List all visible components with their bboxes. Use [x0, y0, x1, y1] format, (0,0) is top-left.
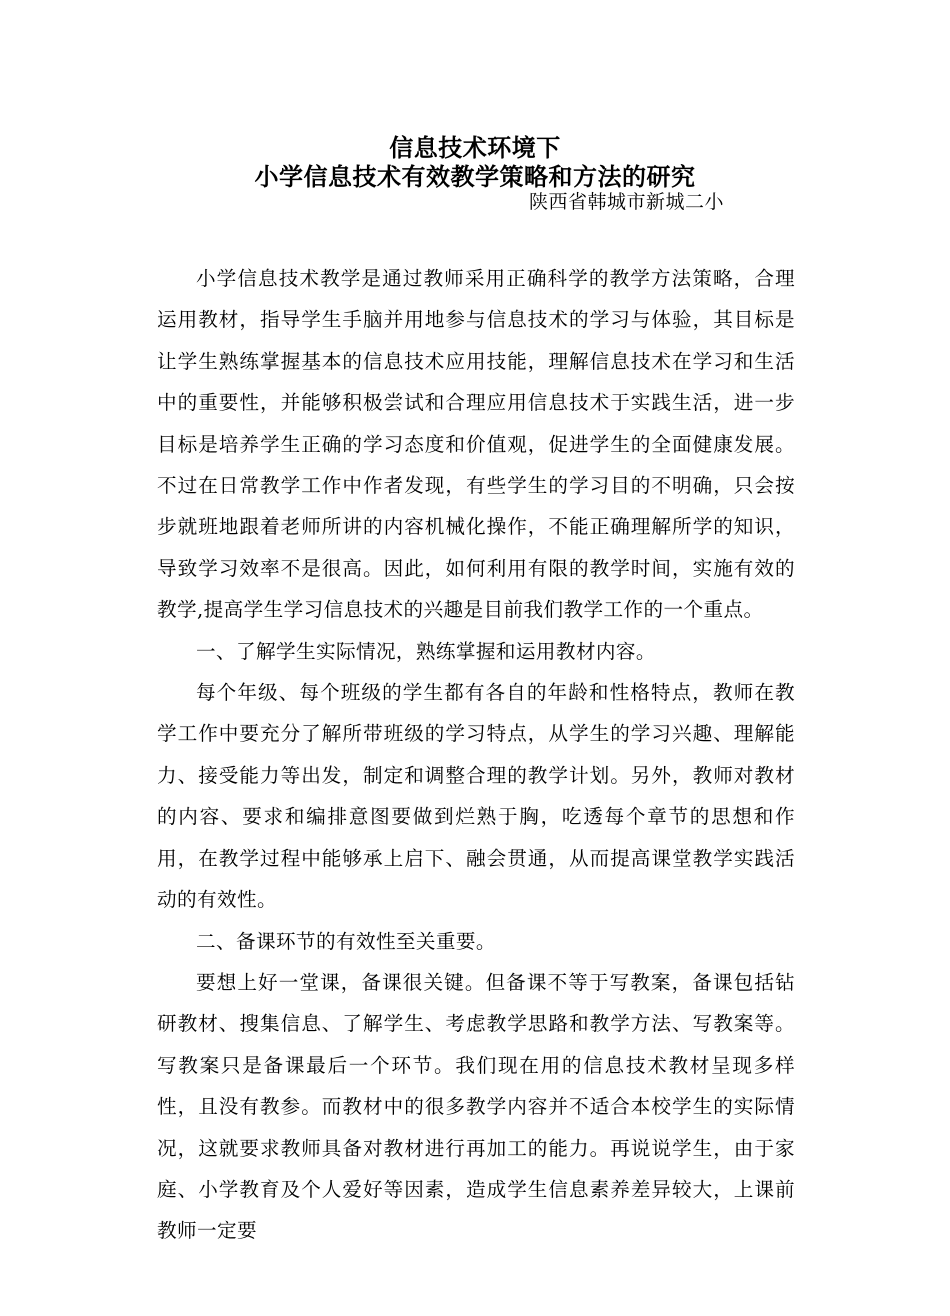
document-title-line-1: 信息技术环境下: [389, 134, 561, 162]
paragraph-intro: 小学信息技术教学是通过教师采用正确科学的教学方法策略，合理运用教材，指导学生手脑并用地参与信息技术的学习与体验，其目标是让学生熟练掌握基本的信息技术应用技能，理解信息技术在学习和生活中的重要性，并能够积极尝试和合理应用信息技术于实践生活，进一步目标是培养学生正确的学习态度和价值观，促进学生的全面健康发展。不过在日常教学工作中作者发现，有些学生的学习目的不明确，只会按步就班地跟着老师所讲的内容机械化操作，不能正确理解所学的知识，导致学习效率不是很高。因此，如何利用有限的教学时间，实施有效的教学,提高学生学习信息技术的兴趣是目前我们教学工作的一个重点。: [157, 267, 795, 622]
author-affiliation: 陕西省韩城市新城二小: [529, 191, 725, 213]
section-heading-1: 一、了解学生实际情况，熟练掌握和运用教材内容。: [196, 639, 656, 663]
document-title-line-2: 小学信息技术有效教学策略和方法的研究: [254, 163, 696, 191]
paragraph-section-1: 每个年级、每个班级的学生都有各自的年龄和性格特点，教师在教学工作中要充分了解所带班级的学习特点，从学生的学习兴趣、理解能力、接受能力等出发，制定和调整合理的教学计划。另外，教师对教材的内容、要求和编排意图要做到烂熟于胸，吃透每个章节的思想和作用，在教学过程中能够承上启下、融会贯通，从而提高课堂教学实践活动的有效性。: [157, 681, 795, 912]
section-heading-2: 二、备课环节的有效性至关重要。: [196, 929, 496, 953]
document-body: [157, 258, 795, 1252]
paragraph-section-2: 要想上好一堂课，备课很关键。但备课不等于写教案，备课包括钻研教材、搜集信息、了解学生、考虑教学思路和教学方法、写教案等。写教案只是备课最后一个环节。我们现在用的信息技术教材呈现多样性，且没有教参。而教材中的很多教学内容并不适合本校学生的实际情况，这就要求教师具备对教材进行再加工的能力。再说说学生，由于家庭、小学教育及个人爱好等因素，造成学生信息素养差异较大，上课前教师一定要: [157, 970, 795, 1243]
